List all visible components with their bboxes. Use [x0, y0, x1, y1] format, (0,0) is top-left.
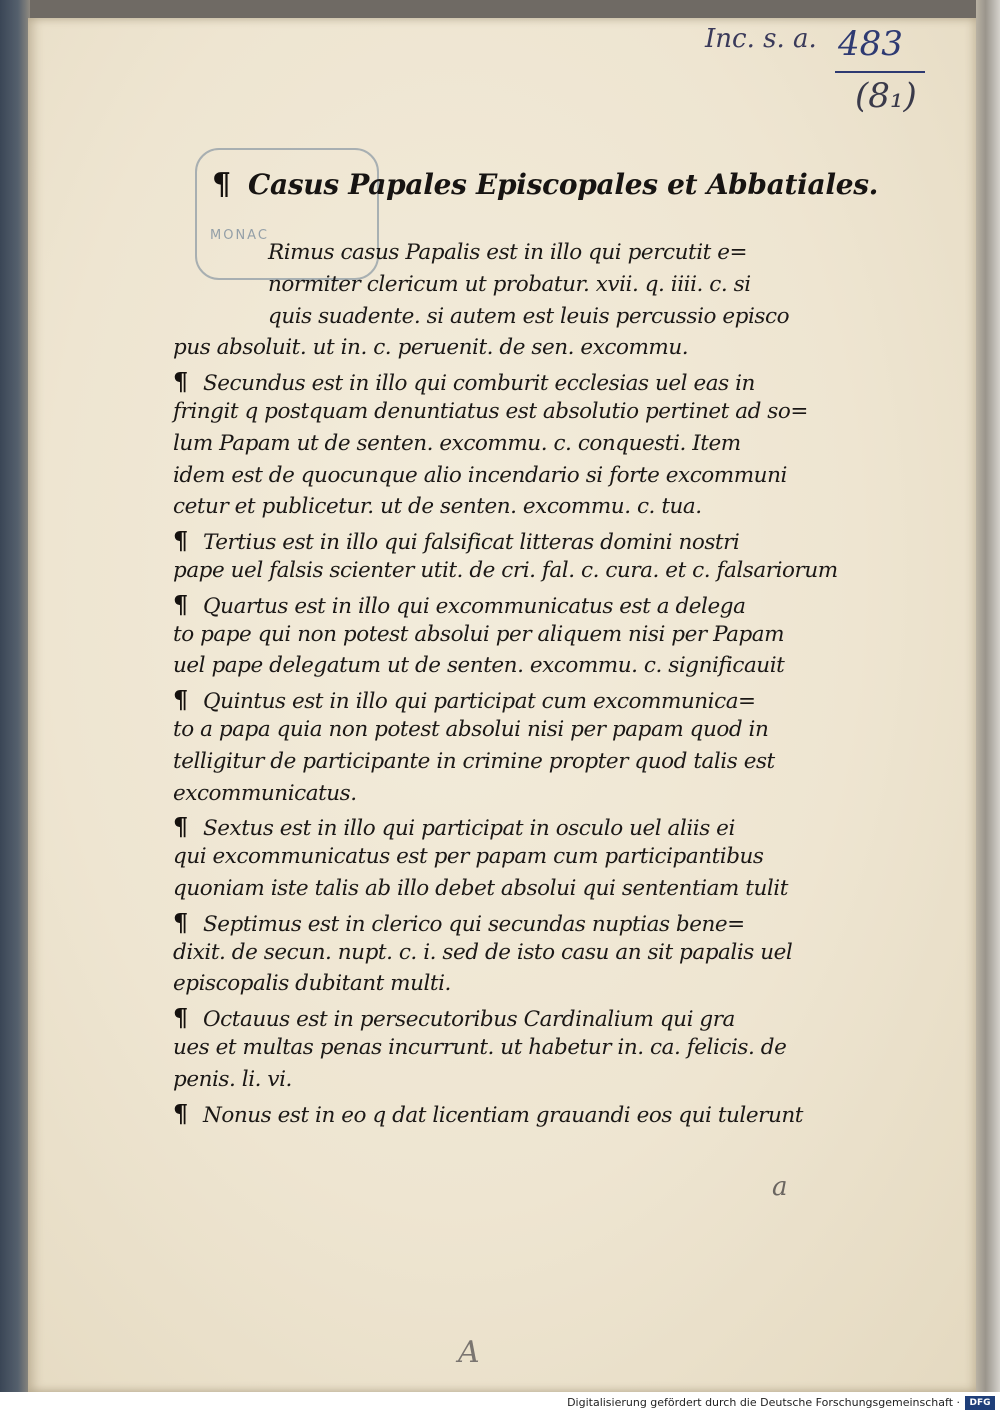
dfg-logo-icon: DFG — [965, 1396, 995, 1410]
text-line-content: uel pape delegatum ut de senten. excommu. c. significauit — [173, 653, 785, 679]
text-line — [173, 940, 792, 972]
text-line-content: to pape qui non potest absolui per aliquem nisi per Papam — [173, 621, 785, 647]
text-line — [268, 304, 789, 336]
library-stamp-text: MONAC — [210, 228, 269, 243]
text-line-content: excommunicatus. — [173, 780, 357, 806]
text-line-content: cetur et publicetur. ut de senten. excommu. c. tua. — [173, 494, 702, 520]
page-letter-mark: A — [458, 1335, 480, 1370]
paragraph-mark-icon: ¶ — [173, 812, 188, 842]
shelfmark-number: 483 — [838, 24, 903, 64]
text-line — [173, 812, 735, 844]
paragraph-mark-icon: ¶ — [173, 526, 188, 556]
text-line — [173, 335, 688, 367]
text-line-content: Quartus est in illo qui excommunicatus est a delega — [203, 593, 746, 619]
text-line-content: Nonus est in eo q dat licentiam grauandi eos qui tulerunt — [203, 1102, 803, 1128]
binding-edge-right — [976, 0, 1000, 1414]
text-line — [173, 558, 838, 590]
funding-note: Digitalisierung gefördert durch die Deutsche Forschungsgemeinschaft · — [567, 1396, 960, 1409]
text-line — [268, 272, 751, 304]
signature-mark: a — [772, 1172, 788, 1202]
text-line — [173, 367, 755, 399]
text-line-content: fringit q postquam denuntiatus est absolutio pertinet ad so= — [173, 399, 808, 424]
text-line-content: Secundus est in illo qui comburit ecclesias uel eas in — [203, 371, 755, 397]
text-line-content: Octauus est in persecutoribus Cardinalium qui gra — [203, 1007, 735, 1033]
text-line-content: Tertius est in illo qui falsificat litteras domini nostri — [203, 530, 740, 556]
text-line — [173, 653, 784, 685]
text-line — [173, 908, 745, 940]
paragraph-mark-icon: ¶ — [173, 1098, 188, 1128]
paragraph-mark-icon: ¶ — [173, 907, 188, 937]
shelfmark-underline — [835, 71, 925, 73]
text-line-content: Sextus est in illo qui participat in osculo uel aliis ei — [203, 816, 735, 842]
text-line — [173, 622, 784, 654]
text-line — [173, 1067, 292, 1099]
text-line — [173, 971, 451, 1003]
text-line-content: normiter clericum ut probatur. xvii. q. iiii. c. si — [268, 271, 751, 297]
text-line-content: Quintus est in illo qui participat cum excommunica= — [203, 689, 756, 715]
text-line — [173, 781, 357, 813]
text-line — [173, 685, 756, 717]
text-line-content: penis. li. vi. — [173, 1066, 292, 1092]
text-line-content: quis suadente. si autem est leuis percussio episco — [268, 303, 790, 329]
paragraph-mark-icon: ¶ — [212, 167, 231, 202]
text-line-content: idem est de quocunque alio incendario si forte excommuni — [173, 462, 787, 488]
text-line-content: Rimus casus Papalis est in illo qui percutit e= — [268, 240, 748, 265]
text-line — [173, 494, 702, 526]
text-line — [173, 399, 808, 431]
paragraph-mark-icon: ¶ — [173, 685, 188, 715]
shelfmark-sub-annotation: (8₁) — [855, 76, 917, 116]
page-title — [212, 167, 878, 202]
text-line-content: pus absoluit. ut in. c. peruenit. de sen. excommu. — [173, 335, 689, 361]
text-line — [173, 431, 741, 463]
text-line-content: Septimus est in clerico qui secundas nuptias bene= — [203, 911, 745, 937]
page-title-text: Casus Papales Episcopales et Abbatiales. — [248, 168, 879, 201]
text-line — [268, 240, 747, 272]
text-line — [173, 844, 764, 876]
text-line — [173, 1099, 803, 1131]
text-line — [173, 749, 775, 781]
text-line — [173, 876, 788, 908]
text-line — [173, 1003, 735, 1035]
text-line-content: to a papa quia non potest absolui nisi per papam quod in — [173, 717, 769, 742]
shelfmark-annotation: Inc. s. a. — [705, 24, 817, 54]
text-line-content: ues et multas penas incurrunt. ut habetur in. ca. felicis. de — [173, 1035, 787, 1060]
text-line-content: telligitur de participante in crimine propter quod talis est — [173, 748, 775, 774]
text-line-content: pape uel falsis scienter utit. de cri. fal. c. cura. et c. falsariorum — [173, 558, 838, 583]
paragraph-mark-icon: ¶ — [173, 367, 188, 397]
binding-edge-left — [0, 0, 30, 1414]
text-line — [173, 1035, 786, 1067]
text-line — [173, 463, 787, 495]
paragraph-mark-icon: ¶ — [173, 589, 188, 619]
text-line — [173, 590, 745, 622]
paragraph-mark-icon: ¶ — [173, 1003, 188, 1033]
text-line-content: quoniam iste talis ab illo debet absolui qui sententiam tulit — [173, 876, 788, 901]
text-line-content: episcopalis dubitant multi. — [173, 971, 451, 997]
text-line-content: dixit. de secun. nupt. c. i. sed de isto casu an sit papalis uel — [173, 939, 793, 965]
text-line-content: lum Papam ut de senten. excommu. c. conquesti. Item — [173, 430, 741, 456]
text-line — [173, 717, 768, 749]
text-line-content: qui excommunicatus est per papam cum participantibus — [173, 844, 764, 870]
text-line — [173, 526, 739, 558]
